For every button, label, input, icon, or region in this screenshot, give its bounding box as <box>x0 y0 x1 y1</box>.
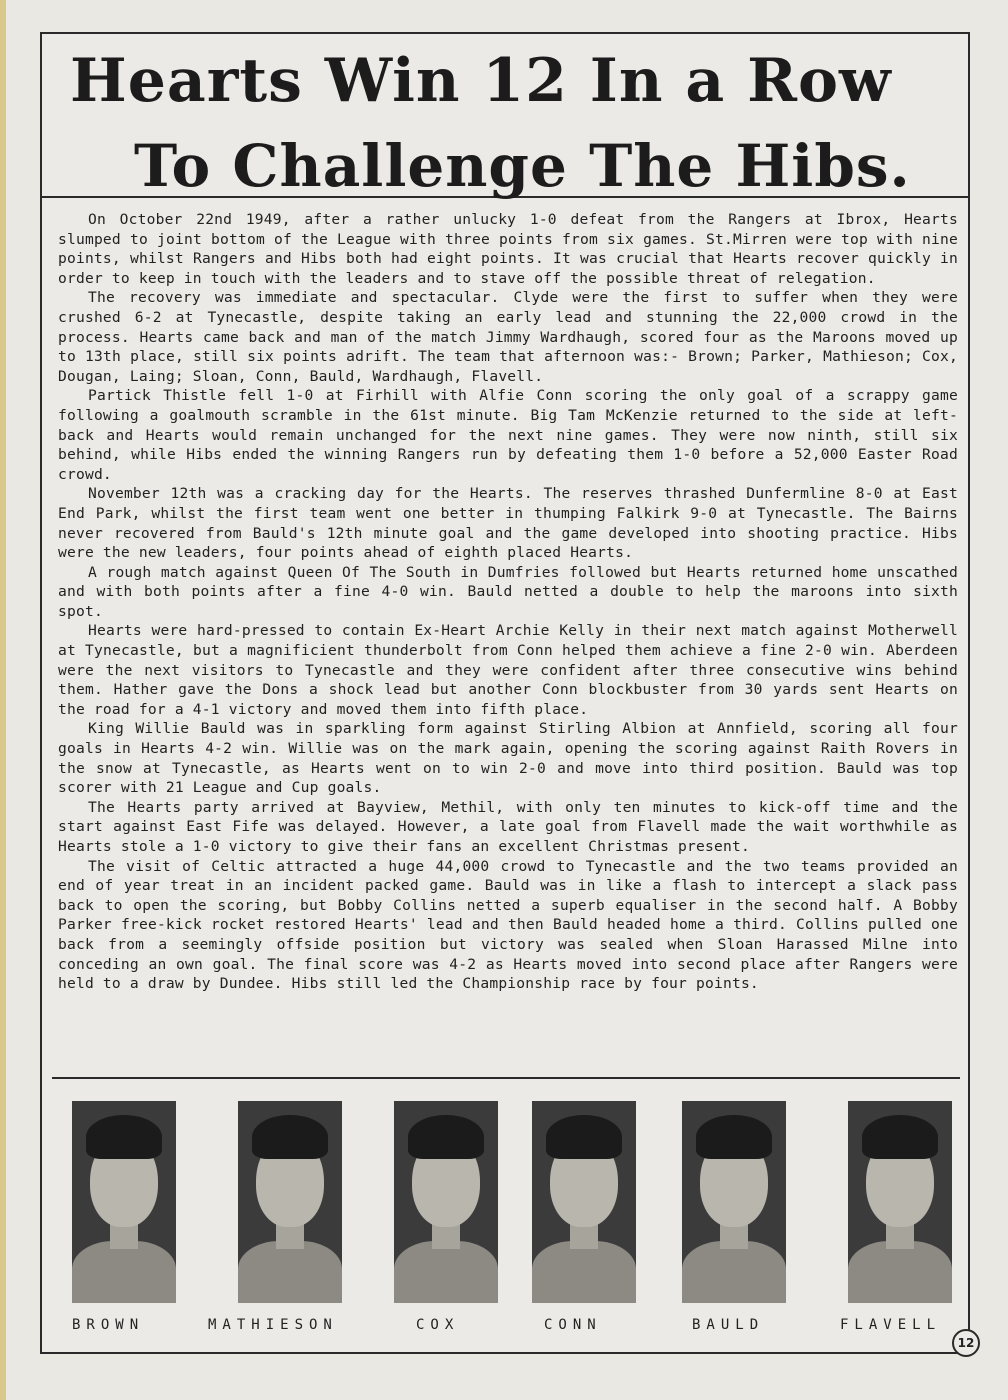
paragraph-4: November 12th was a cracking day for the Hearts. The reserves thrashed Dunfermline 8-0 at East End Park, whilst the first team went one better in thumping Falkirk 9-0 at Tynecastle. The Bairns never recovered from Bauld's 12th minute goal and the game developed into shooting practice. Hibs were the new leaders, four points ahead of eighth placed Hearts. <box>58 485 958 562</box>
article-body <box>58 210 958 994</box>
player-name-conn: CONN <box>544 1317 602 1333</box>
player-portrait-bauld <box>682 1101 786 1303</box>
player-flavell <box>840 1101 954 1333</box>
player-name-brown: BROWN <box>72 1317 145 1333</box>
headline-line-1: Hearts Win 12 In a Row <box>70 46 892 116</box>
player-brown <box>72 1101 178 1333</box>
player-portrait-mathieson <box>238 1101 342 1303</box>
paragraph-5: A rough match against Queen Of The South in Dumfries followed but Hearts returned home unscathed and with both points after a fine 4-0 win. Bauld netted a double to help the maroons into sixth spot. <box>58 563 958 620</box>
article-frame <box>40 32 970 1354</box>
page-binding-edge <box>0 0 6 1400</box>
paragraph-3: Partick Thistle fell 1-0 at Firhill with Alfie Conn scoring the only goal of a scrappy game following a goalmouth scramble in the 61st minute. Big Tam McKenzie returned to the side at left-back and Hearts would remain unchanged for the next nine games. They were now ninth, still six behind, while Hibs ended the winning Rangers run by defeating them 1-0 before a 52,000 Easter Road crowd. <box>58 387 958 483</box>
headline-line-2: To Challenge The Hibs. <box>134 132 911 200</box>
player-photo-strip <box>52 1077 960 1347</box>
paragraph-9: The visit of Celtic attracted a huge 44,000 crowd to Tynecastle and the two teams provided an end of year treat in an incident packed game. Bauld was in like a flash to intercept a slack pass back to open the scoring, but Bobby Collins netted a superb equaliser in the second half. A Bobby Parker free-kick rocket restored Hearts' lead and then Bauld headed home a third. Collins pulled one back from a seemingly offside position but victory was sealed when Sloan Harassed Milne into conceding an own goal. The final score was 4-2 as Hearts moved into second place after Rangers were held to a draw by Dundee. Hibs still led the Championship race by four points. <box>58 857 958 993</box>
player-name-bauld: BAULD <box>692 1317 765 1333</box>
paragraph-1: On October 22nd 1949, after a rather unlucky 1-0 defeat from the Rangers at Ibrox, Hearts slumped to joint bottom of the League with three points from six games. St.Mirren were top with nine points, whilst Rangers and Hibs both had eight points. It was crucial that Hearts recover quickly in order to keep in touch with the leaders and to stave off the possible threat of relegation. <box>58 211 958 287</box>
player-portrait-flavell <box>848 1101 952 1303</box>
player-name-mathieson: MATHIESON <box>208 1317 338 1333</box>
player-portrait-conn <box>532 1101 636 1303</box>
player-mathieson <box>208 1101 344 1333</box>
paragraph-7: King Willie Bauld was in sparkling form against Stirling Albion at Annfield, scoring all four goals in Hearts 4-2 win. Willie was on the mark again, opening the scoring against Raith Rovers in the snow at Tynecastle, as Hearts went on to win 2-0 and move into third position. Bauld was top scorer with 21 League and Cup goals. <box>58 720 958 797</box>
player-portrait-brown <box>72 1101 176 1303</box>
player-name-flavell: FLAVELL <box>840 1317 942 1333</box>
headline <box>42 34 968 198</box>
player-portrait-cox <box>394 1101 498 1303</box>
paragraph-6: Hearts were hard-pressed to contain Ex-Heart Archie Kelly in their next match against Motherwell at Tynecastle, but a magnificient thunderbolt from Conn helped them achieve a fine 2-0 win. Aberdeen were the next visitors to Tynecastle and they were confident after three consecutive wins behind them. Hather gave the Dons a shock lead but another Conn blockbuster from 30 yards sent Hearts on the road for a 4-1 victory and moved them into fifth place. <box>58 622 958 718</box>
player-name-cox: COX <box>416 1317 460 1333</box>
player-bauld <box>682 1101 788 1333</box>
paragraph-8: The Hearts party arrived at Bayview, Methil, with only ten minutes to kick-off time and the start against East Fife was delayed. However, a late goal from Flavell made the wait worthwhile as Hearts stole a 1-0 victory to give their fans an excellent Christmas present. <box>58 798 958 855</box>
paragraph-2: The recovery was immediate and spectacular. Clyde were the first to suffer when they were crushed 6-2 at Tynecastle, despite taking an early lead and stunning the 22,000 crowd in the process. Hearts came back and man of the match Jimmy Wardhaugh, scored four as the Maroons moved up to 13th place, still six points adrift. The team that afternoon was:- Brown; Parker, Mathieson; Cox, Dougan, Laing; Sloan, Conn, Bauld, Wardhaugh, Flavell. <box>58 289 958 385</box>
player-cox <box>394 1101 500 1333</box>
page-number: 12 <box>952 1329 980 1357</box>
player-conn <box>532 1101 638 1333</box>
